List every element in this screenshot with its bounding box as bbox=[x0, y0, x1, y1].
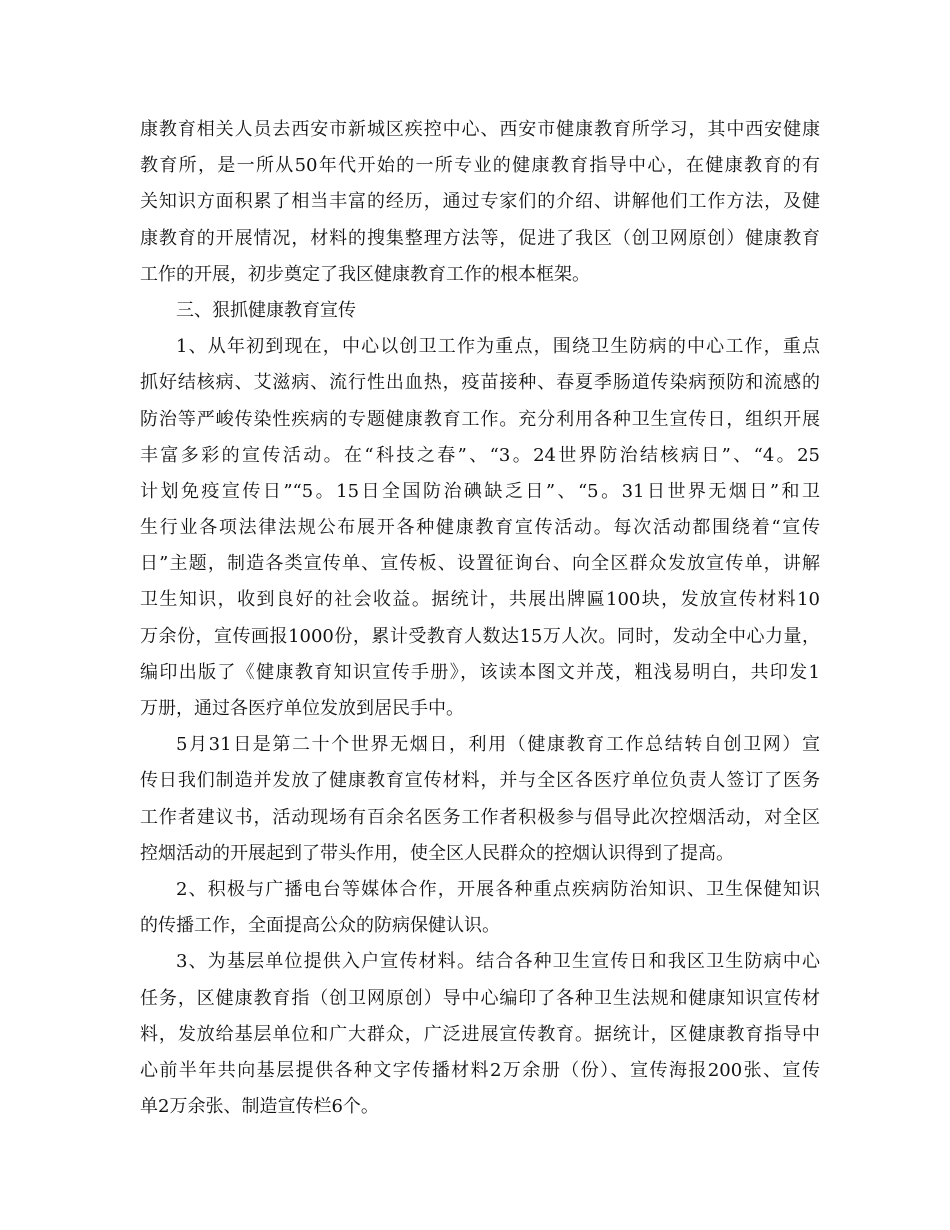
paragraph-line: 工作的开展，初步奠定了我区健康教育工作的根本框架。 bbox=[140, 263, 590, 285]
paragraph-line: 丰富多彩的宣传活动。在“科技之春”、“3。24世界防治结核病日”、“4。25 bbox=[140, 444, 820, 466]
paragraph-first-line: 三、狠抓健康教育宣传 bbox=[176, 299, 356, 321]
paragraph-line: 控烟活动的开展起到了带头作用，使全区人民群众的控烟认识得到了提高。 bbox=[140, 842, 734, 864]
paragraph-line: 康教育的开展情况，材料的搜集整理方法等，促进了我区（创卫网原创）健康教育 bbox=[140, 227, 820, 249]
paragraph-line: 任务，区健康教育指（创卫网原创）导中心编印了各种卫生法规和健康知识宣传材 bbox=[140, 987, 820, 1009]
paragraph-line: 教育所，是一所从50年代开始的一所专业的健康教育指导中心，在健康教育的有 bbox=[140, 155, 820, 177]
paragraph-line: 单2万余张、制造宣传栏6个。 bbox=[140, 1096, 379, 1118]
paragraph-first-line: 3、为基层单位提供入户宣传材料。结合各种卫生宣传日和我区卫生防病中心 bbox=[176, 951, 820, 973]
paragraph-line: 的传播工作，全面提高公众的防病保健认识。 bbox=[140, 915, 500, 937]
paragraph-first-line: 1、从年初到现在，中心以创卫工作为重点，围绕卫生防病的中心工作，重点 bbox=[176, 336, 820, 358]
paragraph-line: 康教育相关人员去西安市新城区疾控中心、西安市健康教育所学习，其中西安健康 bbox=[140, 119, 820, 140]
paragraph-first-line: 2、积极与广播电台等媒体合作，开展各种重点疾病防治知识、卫生保健知识 bbox=[176, 878, 820, 900]
document-body bbox=[140, 112, 820, 1125]
paragraph-line: 抓好结核病、艾滋病、流行性出血热，疫苗接种、春夏季肠道传染病预防和流感的 bbox=[140, 372, 820, 394]
paragraph-line: 料，发放给基层单位和广大群众，广泛进展宣传教育。据统计，区健康教育指导中 bbox=[140, 1023, 820, 1045]
paragraph-line: 万册，通过各医疗单位发放到居民手中。 bbox=[140, 698, 464, 719]
paragraph-first-line: 5月31日是第二十个世界无烟日，利用（健康教育工作总结转自创卫网）宣 bbox=[176, 734, 820, 756]
paragraph-line: 日”主题，制造各类宣传单、宣传板、设置征询台、向全区群众发放宣传单，讲解 bbox=[140, 553, 820, 575]
paragraph-line: 关知识方面积累了相当丰富的经历，通过专家们的介绍、讲解他们工作方法，及健 bbox=[140, 191, 820, 213]
paragraph-line: 工作者建议书，活动现场有百余名医务工作者积极参与倡导此次控烟活动，对全区 bbox=[140, 806, 820, 828]
paragraph-line: 计划免疫宣传日”“5。15日全国防治碘缺乏日”、“5。31日世界无烟日”和卫 bbox=[140, 480, 820, 502]
paragraph-line: 卫生知识，收到良好的社会收益。据统计，共展出牌匾100块，发放宣传材料10 bbox=[140, 589, 820, 611]
paragraph-line: 生行业各项法律法规公布展开各种健康教育宣传活动。每次活动都围绕着“宣传 bbox=[140, 517, 820, 539]
paragraph-line: 万余份，宣传画报1000份，累计受教育人数达15万人次。同时，发动全中心力量， bbox=[140, 625, 820, 647]
paragraph-line: 心前半年共向基层提供各种文字传播材料2万余册（份）、宣传海报200张、宣传 bbox=[140, 1059, 820, 1081]
paragraph-line: 防治等严峻传染性疾病的专题健康教育工作。充分利用各种卫生宣传日，组织开展 bbox=[140, 408, 820, 430]
paragraph-line: 传日我们制造并发放了健康教育宣传材料，并与全区各医疗单位负责人签订了医务 bbox=[140, 770, 820, 792]
paragraph-line: 编印出版了《健康教育知识宣传手册》，该读本图文并茂，粗浅易明白，共印发1 bbox=[140, 661, 820, 683]
